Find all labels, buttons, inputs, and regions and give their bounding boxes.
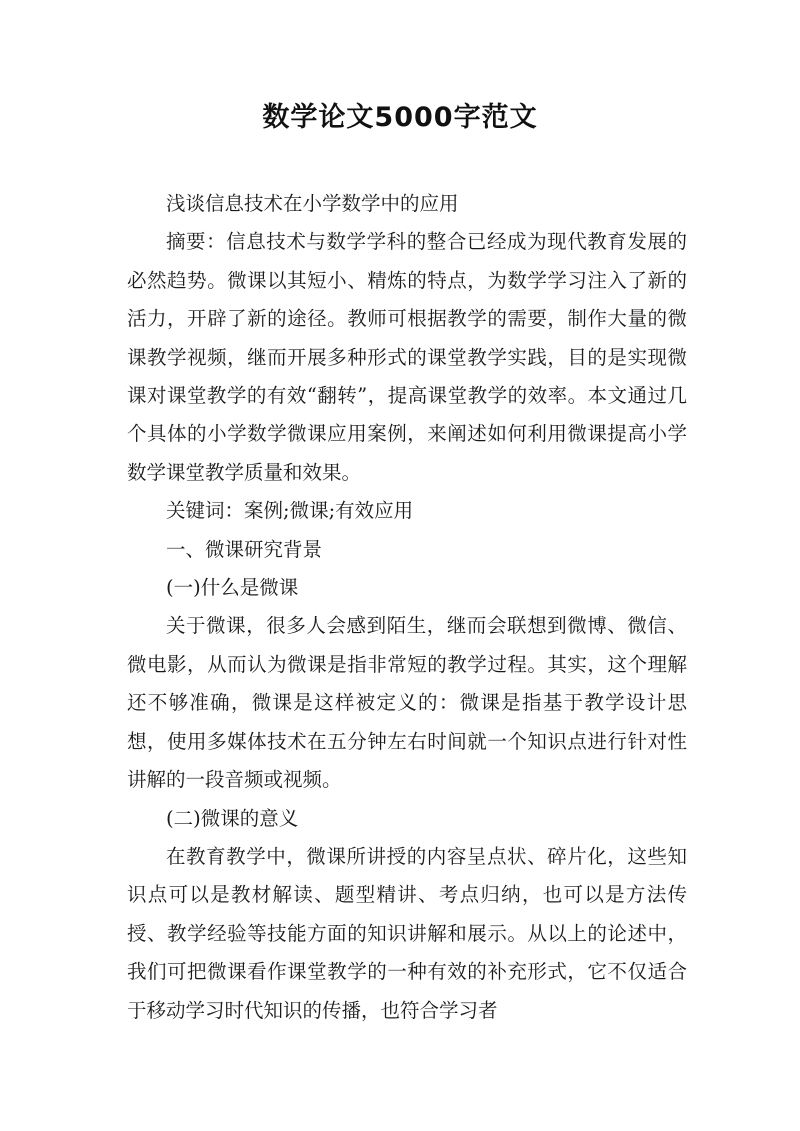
section-heading: 一、微课研究背景 [166, 537, 323, 561]
subsection-heading: (二)微课的意义 [166, 806, 299, 830]
keywords-line: 关键词：案例;微课;有效应用 [166, 499, 414, 523]
abstract-paragraph: 摘要：信息技术与数学学科的整合已经成为现代教育发展的必然趋势。微课以其短小、精炼的特点，为数学学习注入了新的活力，开辟了新的途径。教师可根据教学的需要，制作大量的微课教学视频，继而开展多种形式的课堂教学实践，目的是实现微课对课堂教学的有效“翻转”，提高课堂教学的效率。本文通过几个具体的小学数学微课应用案例，来阐述如何利用微课提高小学数学课堂教学质量和效果。 [127, 230, 687, 484]
document-body [127, 185, 687, 1030]
body-paragraph: 关于微课，很多人会感到陌生，继而会联想到微博、微信、微电影，从而认为微课是指非常短的教学过程。其实，这个理解还不够准确，微课是这样被定义的：微课是指基于教学设计思想，使用多媒体技术在五分钟左右时间就一个知识点进行针对性讲解的一段音频或视频。 [127, 614, 687, 792]
document-title: 数学论文5000字范文 [262, 102, 538, 133]
body-paragraph: 在教育教学中，微课所讲授的内容呈点状、碎片化，这些知识点可以是教材解读、题型精讲、考点归纳，也可以是方法传授、教学经验等技能方面的知识讲解和展示。从以上的论述中，我们可把微课看作课堂教学的一种有效的补充形式，它不仅适合于移动学习时代知识的传播，也符合学习者 [127, 844, 687, 1022]
article-heading: 浅谈信息技术在小学数学中的应用 [166, 192, 459, 215]
subsection-heading: (一)什么是微课 [166, 576, 299, 600]
